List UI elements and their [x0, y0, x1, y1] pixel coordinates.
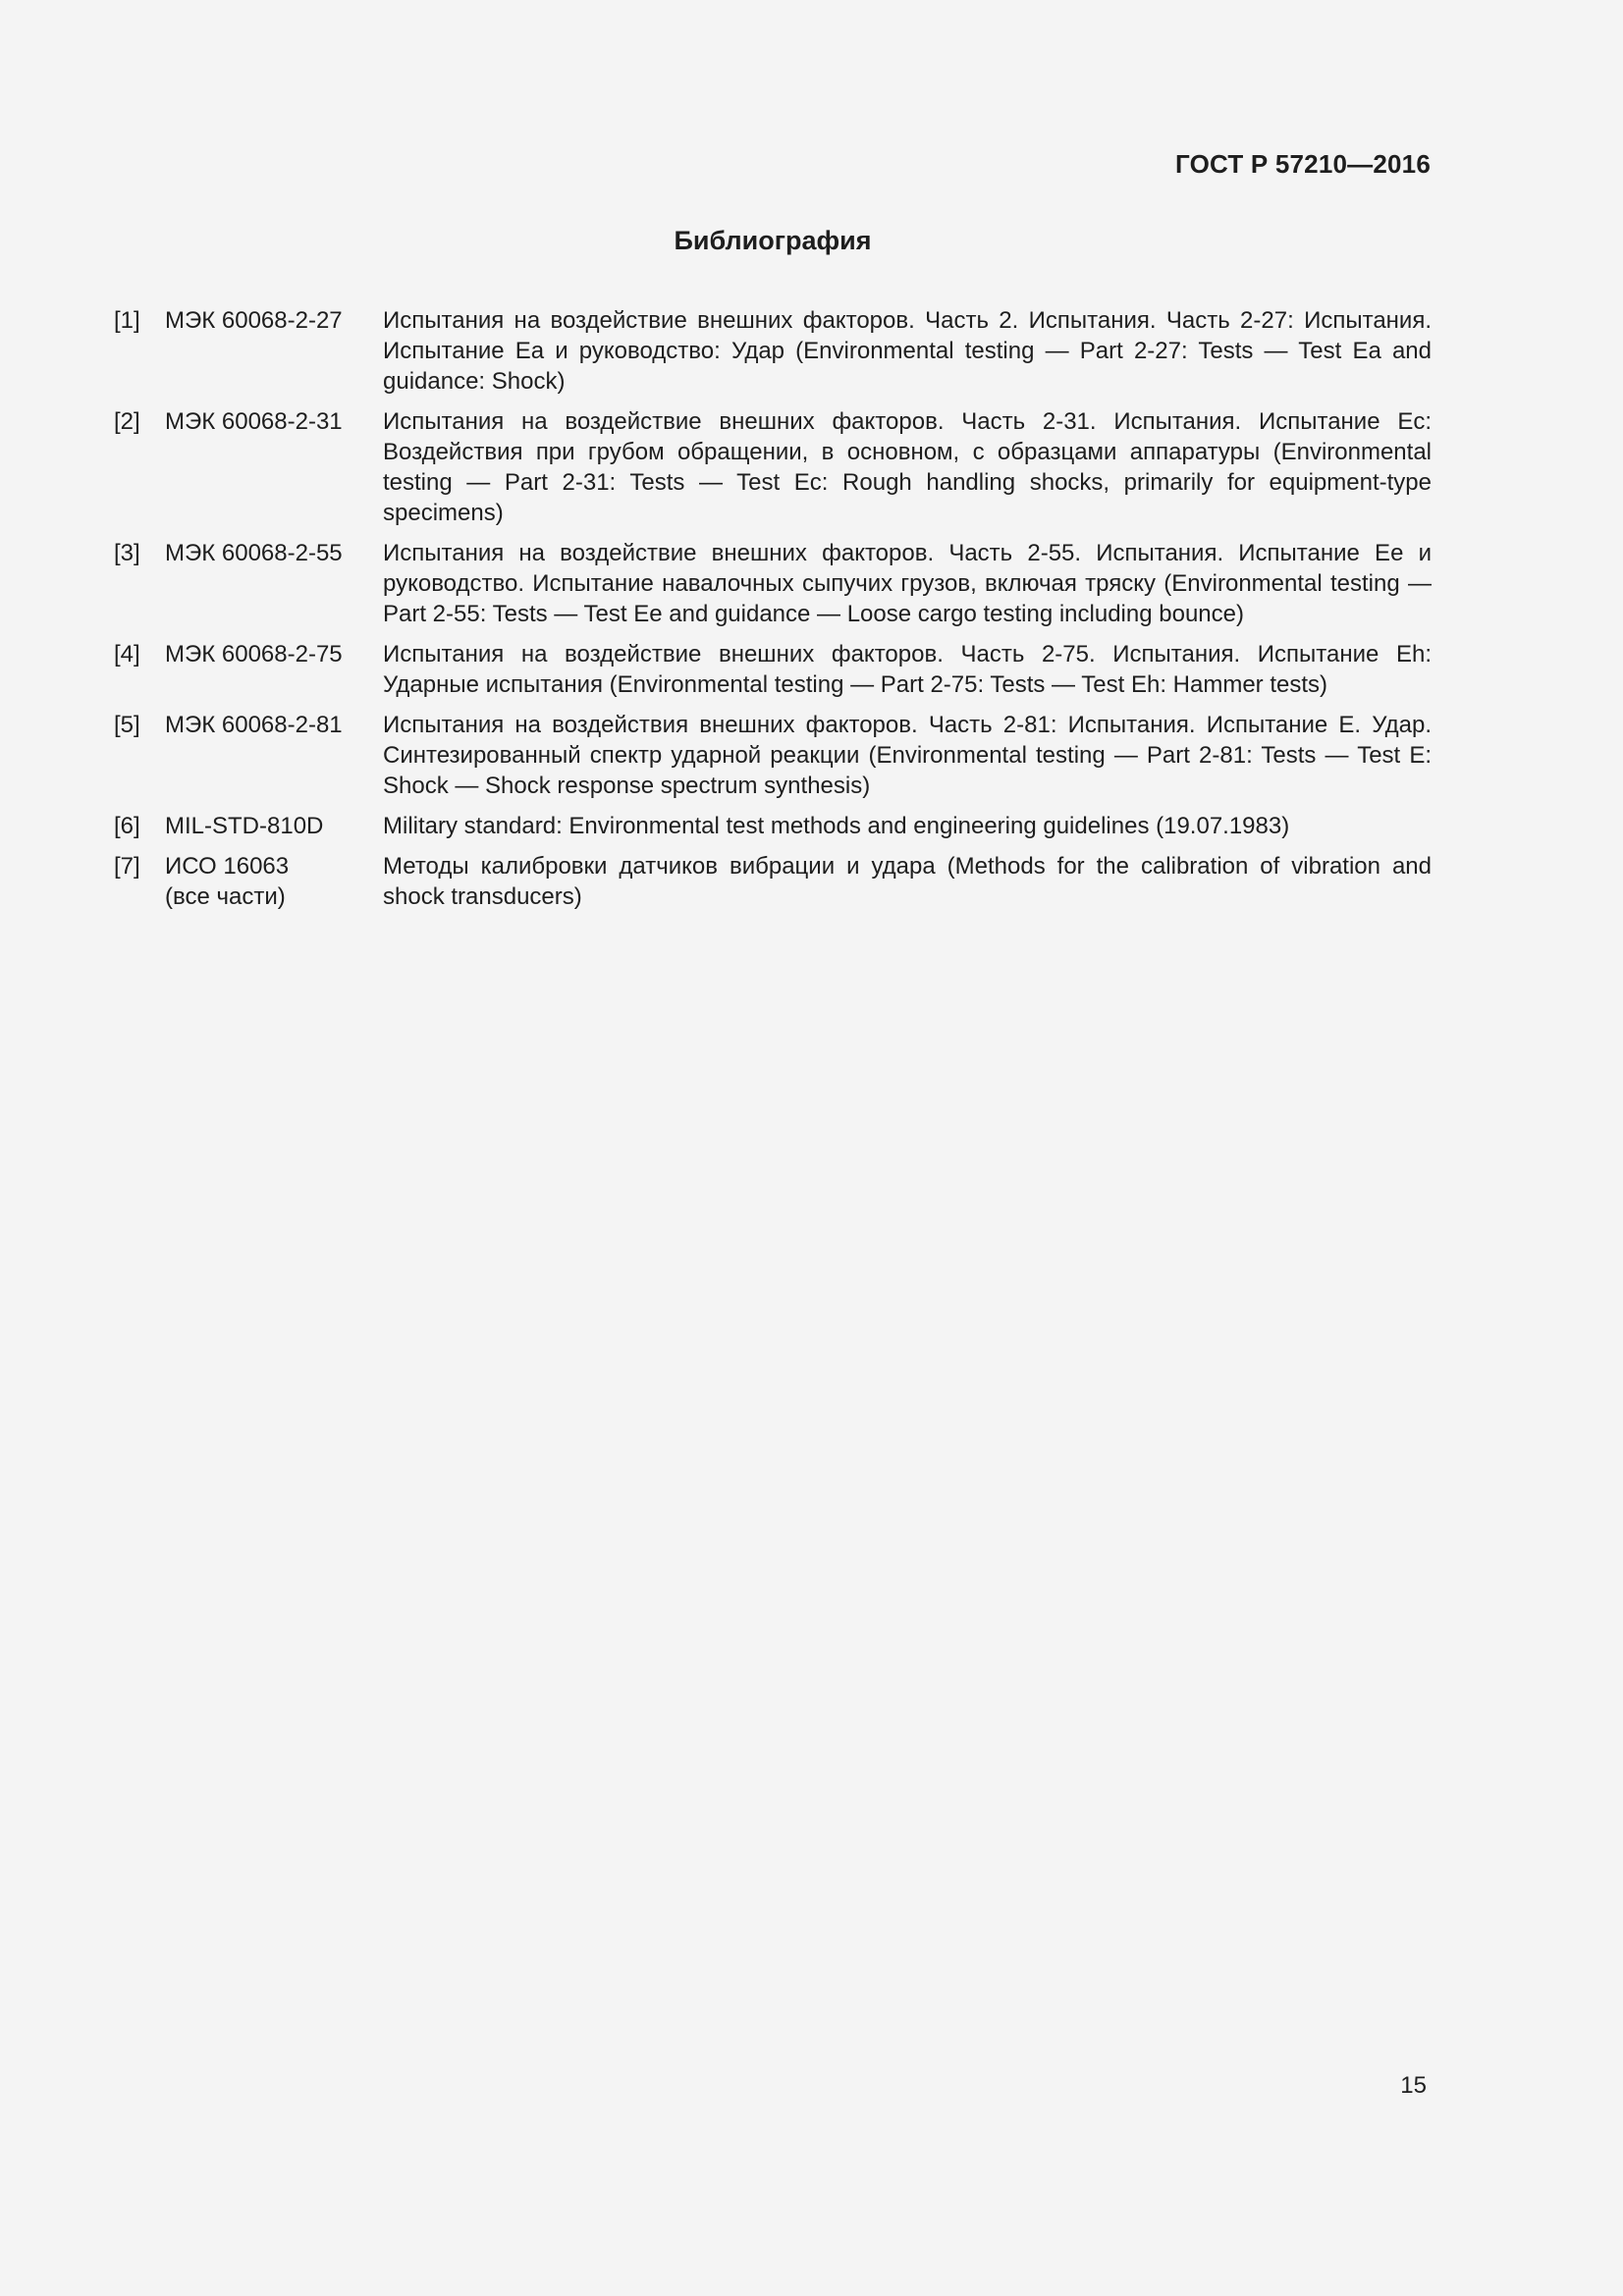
bibliography-entry: [114, 406, 1432, 528]
entry-title: Испытания на воздействие внешних факторов. Часть 2. Испытания. Часть 2-27: Испытания. Испытание Ea и руководство: Удар (Environmental testing — Part 2-27: Tests — Test Ea and guidance: Shock): [383, 307, 1432, 395]
entry-reference: МЭК 60068-2-81: [165, 712, 343, 738]
entry-number: [5]: [114, 712, 140, 738]
bibliography-entry: [114, 811, 1432, 841]
entry-number: [1]: [114, 307, 140, 334]
entry-number: [3]: [114, 540, 140, 566]
bibliography-entry: [114, 851, 1432, 912]
entry-title: Испытания на воздействия внешних факторов. Часть 2-81: Испытания. Испытание E. Удар. Синтезированный спектр ударной реакции (Environmental testing — Part 2-81: Tests — Test E: Shock — Shock response spectrum synthesis): [383, 712, 1432, 799]
entry-title: Military standard: Environmental test methods and engineering guidelines (19.07.1983): [383, 813, 1290, 839]
bibliography-entry: [114, 305, 1432, 397]
entry-number: [4]: [114, 641, 140, 667]
bibliography-entry: [114, 710, 1432, 801]
section-title: Библиография: [674, 226, 872, 255]
entry-reference: ИСО 16063 (все части): [165, 853, 290, 910]
entry-reference: MIL-STD-810D: [165, 813, 324, 839]
bibliography-list: [114, 305, 1432, 922]
entry-number: [6]: [114, 813, 140, 839]
entry-title: Методы калибровки датчиков вибрации и удара (Methods for the calibration of vibration and shock transducers): [383, 853, 1432, 910]
entry-reference: МЭК 60068-2-27: [165, 307, 343, 334]
bibliography-entry: [114, 538, 1432, 629]
entry-reference: МЭК 60068-2-55: [165, 540, 343, 566]
entry-number: [2]: [114, 408, 140, 435]
entry-title: Испытания на воздействие внешних факторов. Часть 2-55. Испытания. Испытание Ee и руководство. Испытание навалочных сыпучих грузов, включая тряску (Environmental testing — Part 2-55: Tests — Test Ee and guidance — Loose cargo testing including bounce): [383, 540, 1432, 627]
entry-title: Испытания на воздействие внешних факторов. Часть 2-31. Испытания. Испытание Ec: Воздействия при грубом обращении, в основном, с образцами аппаратуры (Environmental testing — Part 2-31: Tests — Test Ec: Rough handling shocks, primarily for equipment-type specimens): [383, 408, 1432, 526]
entry-number: [7]: [114, 853, 140, 880]
document-code: ГОСТ Р 57210—2016: [1175, 149, 1431, 179]
entry-title: Испытания на воздействие внешних факторов. Часть 2-75. Испытания. Испытание Eh: Ударные испытания (Environmental testing — Part 2-75: Tests — Test Eh: Hammer tests): [383, 641, 1432, 698]
page-number: 15: [1400, 2072, 1427, 2099]
bibliography-entry: [114, 639, 1432, 700]
entry-reference: МЭК 60068-2-75: [165, 641, 343, 667]
entry-reference: МЭК 60068-2-31: [165, 408, 343, 435]
